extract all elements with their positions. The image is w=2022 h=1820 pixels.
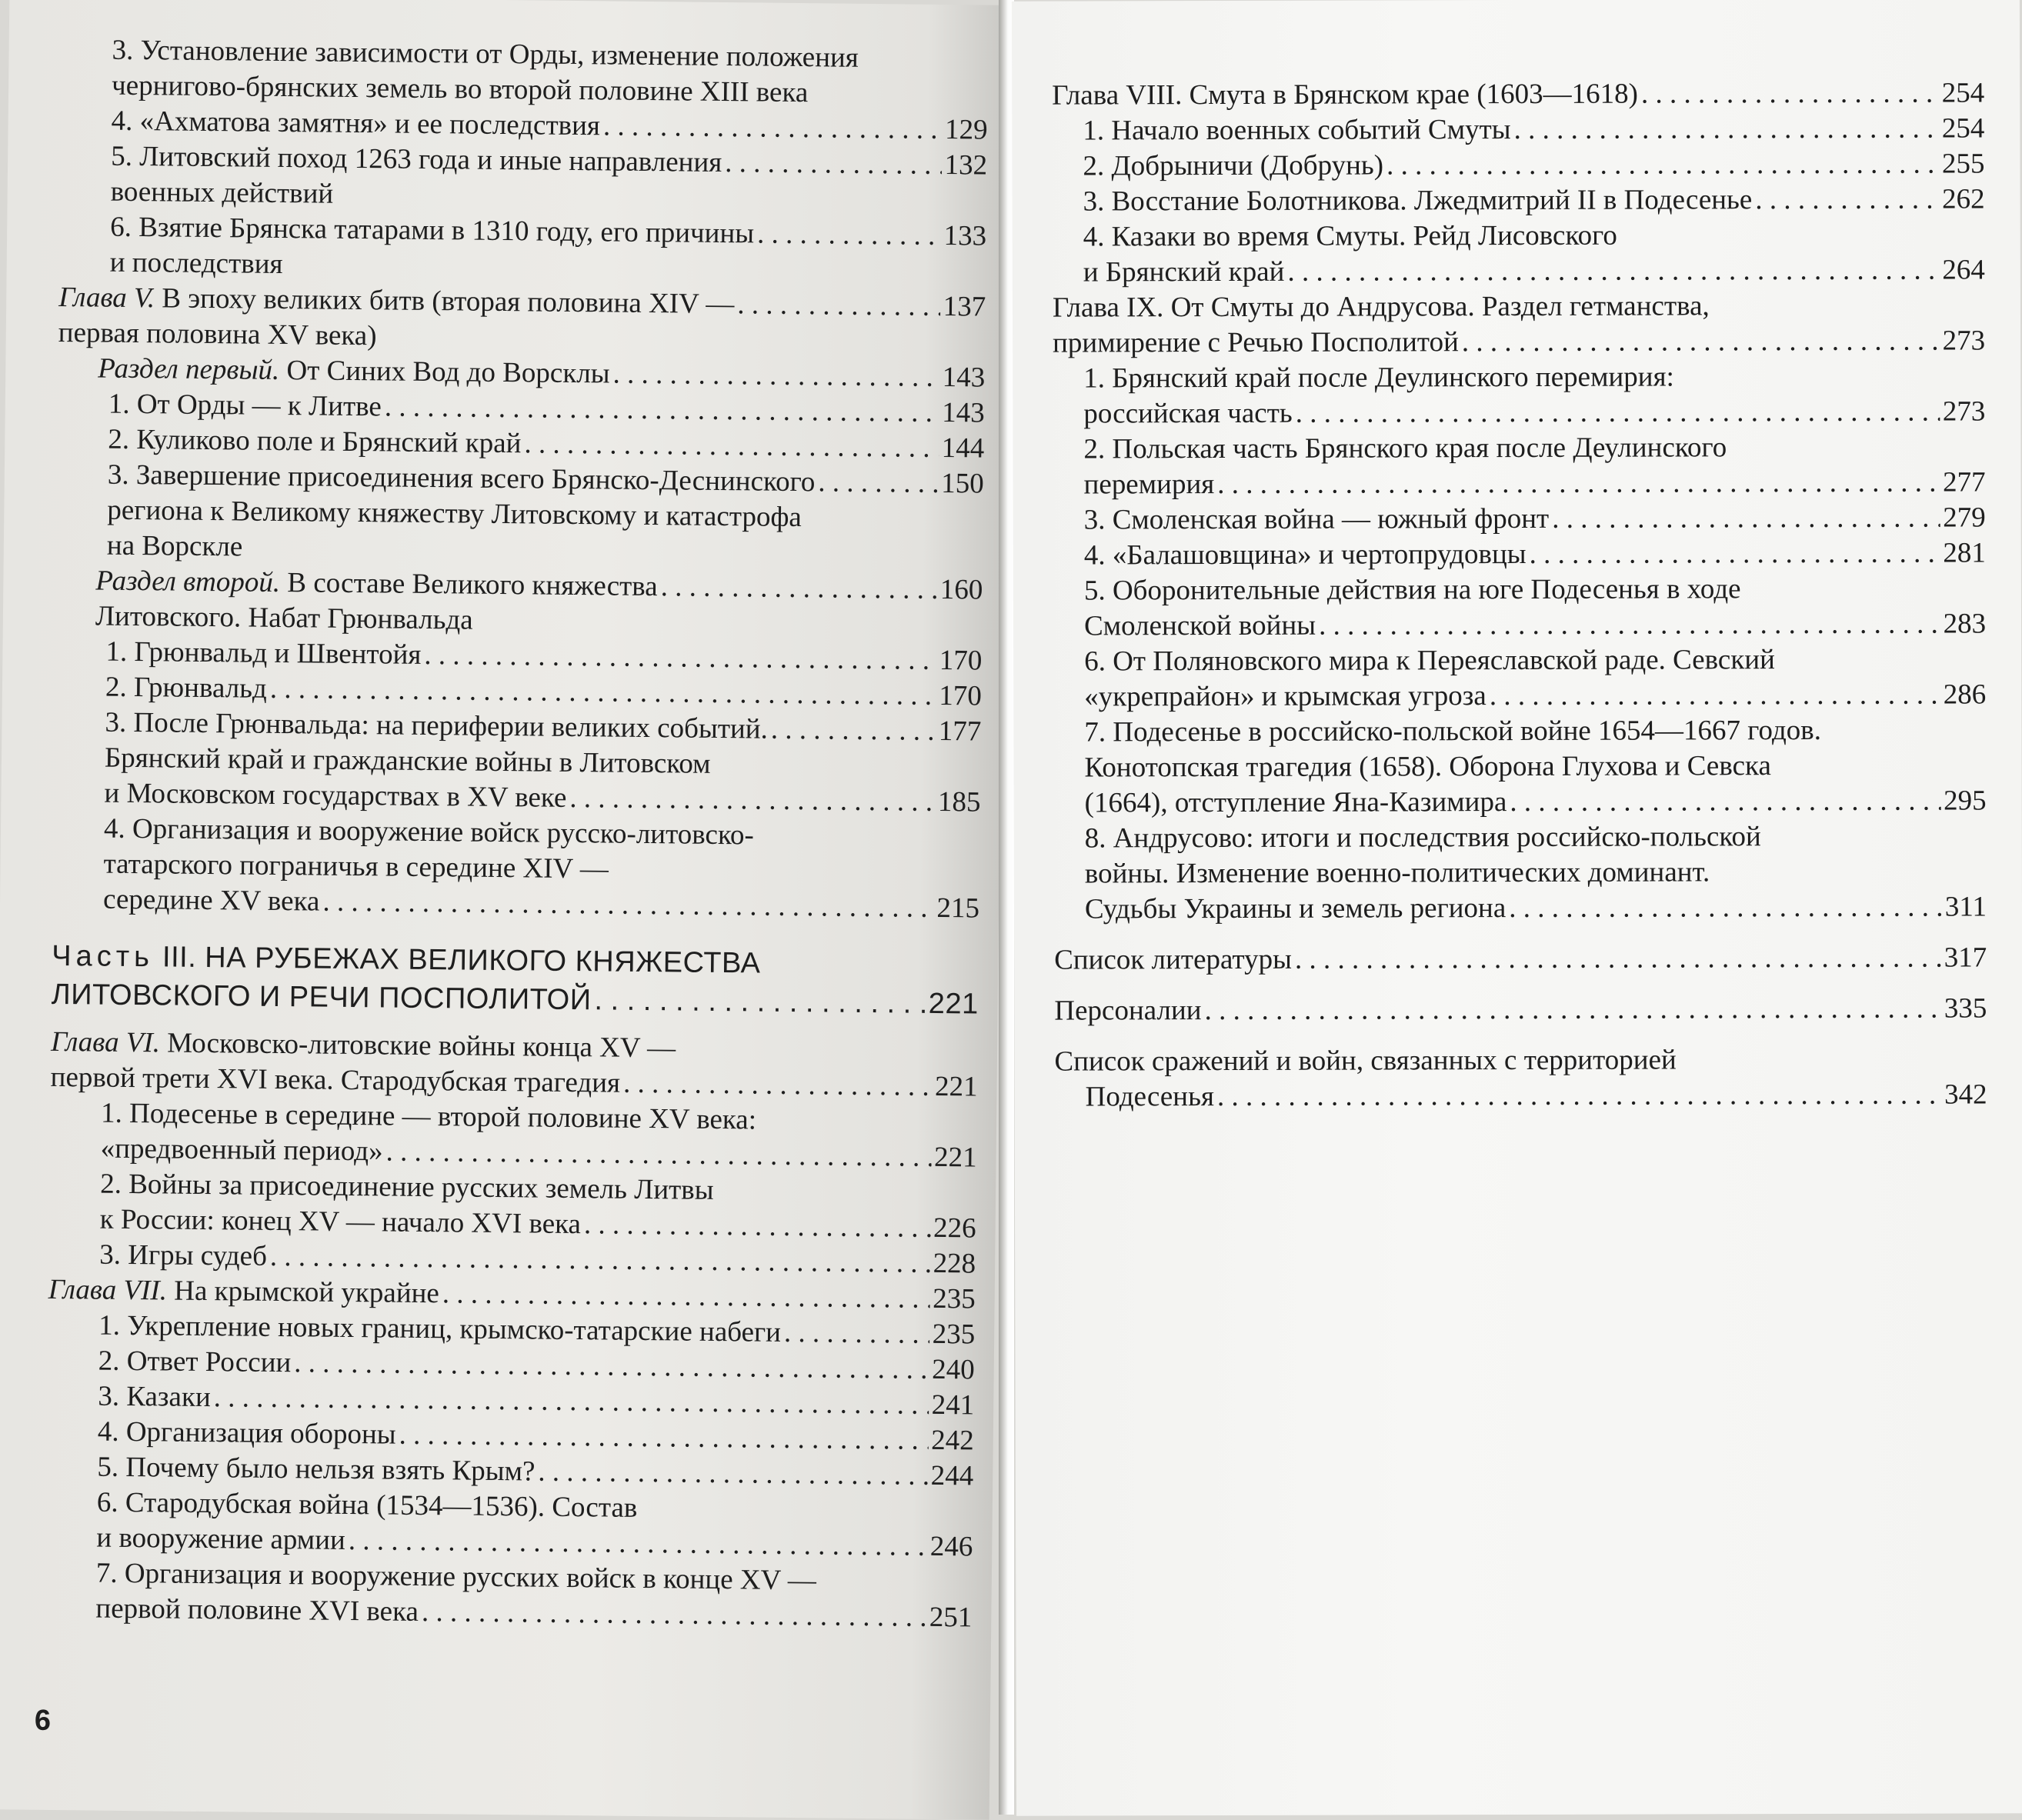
toc-page-number: 132 <box>944 149 988 182</box>
toc-entry[interactable] <box>58 280 986 361</box>
toc-entry-text: 3. Казаки <box>98 1380 211 1414</box>
toc-entry-text: середине XV века <box>102 883 320 918</box>
toc-page-number: 264 <box>1942 254 1985 286</box>
toc-leader-dots <box>569 781 935 820</box>
toc-entry-text: региона к Великому княжеству Литовскому и катастрофа <box>107 494 802 534</box>
toc-entry[interactable] <box>55 563 983 644</box>
toc-entry-text: Глава IX. От Смуты до Андрусова. Раздел гетманства, <box>1052 290 1710 324</box>
toc-entry-text: 1. Подесенье в середине — второй половине XV века: <box>100 1097 757 1136</box>
toc-leader-dots <box>1510 784 1940 820</box>
toc-page-number: 170 <box>939 679 983 712</box>
toc-entry-text: 7. Организация и вооружение русских войск в конце XV — <box>95 1557 817 1597</box>
toc-leader-dots <box>1552 501 1940 537</box>
toc-leader-dots <box>757 216 941 253</box>
toc-entry-text: и вооружение армии <box>96 1522 346 1556</box>
toc-entry[interactable] <box>1053 712 1986 821</box>
toc-leader-dots <box>1295 941 1941 978</box>
toc-entry-text: 4. Организация и вооружение войск русско-литовско- <box>103 812 755 852</box>
toc-entry-label: Глава V. <box>58 281 155 315</box>
toc-entry-text: Раздел второй. В составе Великого княжества <box>95 565 658 603</box>
toc-entry-text: 1. От Орды — к Литве <box>108 388 382 423</box>
toc-entry-text: татарского пограничья в середине XIV — <box>103 848 609 885</box>
toc-entry-text: Смоленской войны <box>1083 609 1316 642</box>
toc-leader-dots <box>612 357 939 395</box>
toc-leader-dots <box>538 1455 928 1494</box>
toc-entry-line <box>1085 854 1987 892</box>
toc-entry-text: Глава VIII. Смута в Брянском крае (1603—1618) <box>1052 78 1639 112</box>
toc-leader-dots <box>660 569 937 608</box>
toc-entry-text: 2. Войны за присоединение русских земель Литвы <box>99 1168 714 1206</box>
toc-entry-text: 8. Андрусово: итоги и последствия российско-польской <box>1084 821 1761 855</box>
toc-leader-dots <box>1490 678 1940 715</box>
toc-entry-line <box>1054 940 1987 978</box>
toc-page-number: 273 <box>1942 395 1986 428</box>
toc-page-number: 242 <box>931 1424 974 1457</box>
toc-page-number: 221 <box>928 987 979 1021</box>
toc-leader-dots <box>385 1134 931 1175</box>
toc-page-number: 150 <box>941 467 985 500</box>
toc-entry-line <box>1083 394 1985 432</box>
toc-entry-text: Брянский край и гражданские войны в Литовском <box>104 742 711 780</box>
toc-entry-text: «предвоенный период» <box>100 1132 383 1168</box>
toc-page-number: 143 <box>942 396 985 429</box>
toc-leader-dots <box>818 465 938 502</box>
toc-entry-text: ЛИТОВСКОГО И РЕЧИ ПОСПОЛИТОЙ <box>51 978 592 1017</box>
toc-leader-dots <box>442 1276 930 1317</box>
toc-entry-text: 3. После Грюнвальда: на периферии великих событий. <box>105 706 769 745</box>
toc-entry-text: войны. Изменение военно-политических доминант. <box>1084 856 1710 890</box>
toc-entry-label: Часть <box>52 939 155 974</box>
toc-entry-text: 6. Взятие Брянска татарами в 1310 году, его причины <box>110 211 755 250</box>
toc-leader-dots <box>1641 76 1939 112</box>
toc-entry-line <box>1083 217 1985 255</box>
toc-entry-text: к России: конец XV — начало XVI века <box>99 1203 582 1241</box>
toc-entry[interactable] <box>50 1025 978 1105</box>
toc-entry[interactable] <box>61 32 989 113</box>
toc-entry[interactable] <box>1053 535 1986 573</box>
toc-entry-text: Глава VI. Московско-литовские войны конца XV — <box>50 1025 676 1065</box>
toc-entry-text: и Московском государствах в XV веке <box>104 777 567 814</box>
toc-entry-text: военных действий <box>110 175 334 210</box>
toc-leader-dots <box>1462 324 1940 361</box>
toc-entry-text: чернигово-брянских земель во второй половине XIII века <box>111 69 809 109</box>
toc-page-number: 244 <box>930 1459 974 1492</box>
toc-leader-dots <box>422 1595 926 1635</box>
toc-entry-text: 4. Организация обороны <box>97 1415 396 1451</box>
toc-entry-label: Раздел первый. <box>98 352 280 386</box>
toc-entry-text: примирение с Речью Посполитой <box>1053 326 1459 359</box>
left-page <box>0 0 1008 1820</box>
toc-leader-dots <box>1319 607 1940 644</box>
toc-entry-label: Раздел второй. <box>95 565 281 598</box>
toc-entry-text: 4. «Балашовщина» и чертопрудовцы <box>1083 538 1527 572</box>
toc-leader-dots <box>1296 395 1940 432</box>
toc-entry-text: 3. Игры судеб <box>99 1238 268 1272</box>
toc-entry-label: Глава VIII. <box>1052 79 1183 112</box>
toc-entry[interactable] <box>52 811 980 927</box>
toc-entry-text: первой трети XVI века. Стародубская трагедия <box>50 1061 621 1099</box>
toc-leader-dots <box>322 885 934 926</box>
toc-entry[interactable] <box>1052 111 1984 148</box>
toc-entry-line <box>1054 991 1987 1028</box>
toc-entry[interactable] <box>56 457 984 573</box>
toc-leader-dots <box>1287 253 1939 290</box>
toc-leader-dots <box>623 1066 933 1105</box>
toc-page-number: 277 <box>1943 466 1986 498</box>
toc-leader-dots <box>603 108 943 148</box>
toc-entry-text: Раздел первый. От Синих Вод до Ворсклы <box>98 352 610 390</box>
toc-entry-line <box>1085 818 1987 856</box>
toc-leader-dots <box>725 145 942 183</box>
toc-entry-line <box>1083 429 1985 467</box>
toc-entry-text: 1. Грюнвальд и Швентойя <box>105 635 422 671</box>
toc-page-number: 241 <box>931 1388 975 1422</box>
toc-entry-label: Глава VII. <box>48 1273 168 1307</box>
right-page <box>1012 0 2022 1816</box>
toc-entry[interactable] <box>49 1095 977 1176</box>
toc-leader-dots <box>1217 465 1940 502</box>
toc-leader-dots <box>737 287 940 325</box>
toc-page-number: 143 <box>942 361 986 394</box>
toc-entry-line <box>1083 111 1984 148</box>
toc-leader-dots <box>524 426 939 466</box>
toc-entry-text: 2. Добрыничи (Добрунь) <box>1083 149 1384 182</box>
toc-entry[interactable] <box>59 138 987 219</box>
toc-entry-line <box>1084 748 1986 785</box>
toc-entry-text: Часть III. НА РУБЕЖАХ ВЕЛИКОГО КНЯЖЕСТВА <box>52 939 761 980</box>
toc-page-number: 221 <box>934 1070 978 1103</box>
toc-entry-text: перемирия <box>1083 468 1215 501</box>
toc-entry-text: 4. «Ахматова замятня» и ее последствия <box>111 105 601 142</box>
toc-page-number: 137 <box>943 290 986 323</box>
toc-page-number: 226 <box>933 1212 976 1245</box>
toc-page-number: 279 <box>1943 502 1986 534</box>
toc-entry-line <box>1055 1077 1987 1115</box>
toc-entry-text: 2. Грюнвальд <box>105 671 268 705</box>
toc-entry[interactable] <box>52 937 979 1024</box>
toc-entry-line <box>1085 889 1987 927</box>
toc-page-number: 255 <box>1941 148 1985 180</box>
toc-entry-text: 3. Смоленская война — южный фронт <box>1083 502 1550 536</box>
toc-entry-text: Литовского. Набат Грюнвальда <box>95 600 473 636</box>
toc-entry[interactable] <box>1053 429 1985 502</box>
toc-entry[interactable] <box>1054 818 1987 927</box>
toc-leader-dots <box>1386 147 1939 184</box>
toc-leader-dots <box>1530 536 1940 572</box>
toc-page-number: 144 <box>941 432 985 465</box>
toc-entry-text: 3. Установление зависимости от Орды, изменение положения <box>112 34 859 74</box>
toc-entry[interactable] <box>59 209 987 290</box>
toc-page-number: 254 <box>1941 77 1985 109</box>
toc-leader-dots <box>1514 112 1939 148</box>
toc-entry-text: 7. Подесенье в российско-польской войне 1654—1667 годов. <box>1084 714 1822 748</box>
toc-entry-text: 2. Куликово поле и Брянский край <box>108 423 522 460</box>
toc-entry[interactable] <box>1052 146 1984 184</box>
toc-page-number: 251 <box>929 1601 973 1634</box>
toc-entry-text: Список сражений и войн, связанных с территорией <box>1054 1044 1677 1078</box>
toc-entry[interactable] <box>1054 991 1987 1028</box>
toc-page-number: 317 <box>1944 942 1987 974</box>
toc-entry-line <box>1084 677 1986 715</box>
toc-page-number: 262 <box>1942 183 1985 215</box>
toc-entry-label: Глава VI. <box>50 1025 161 1059</box>
toc-leader-dots <box>385 389 939 431</box>
toc-entry[interactable] <box>45 1555 973 1636</box>
toc-entry-line <box>1083 358 1985 396</box>
toc-page-number: 311 <box>1944 891 1987 923</box>
toc-leader-dots <box>584 1207 931 1246</box>
toc-page-number: 281 <box>1943 537 1986 569</box>
toc-page-number: 254 <box>1941 112 1985 145</box>
toc-entry[interactable] <box>1052 75 1984 113</box>
toc-entry-text: 1. Начало военных событий Смуты <box>1083 114 1511 147</box>
toc-entry-text: на Ворскле <box>106 529 243 563</box>
toc-entry[interactable] <box>1053 642 1986 715</box>
toc-page-number: 246 <box>929 1530 973 1563</box>
toc-page-number: 335 <box>1944 992 1987 1025</box>
toc-entry-text: 6. Стародубская война (1534—1536). Состав <box>96 1486 638 1524</box>
toc-entry-line <box>1084 535 1986 573</box>
toc-entry-line <box>1083 252 1985 290</box>
toc-entry-text: Список литературы <box>1054 943 1293 976</box>
toc-page-number: 228 <box>933 1247 976 1280</box>
toc-page-number: 283 <box>1943 608 1987 640</box>
toc-entry-line <box>1085 783 1987 821</box>
toc-entry-line <box>1054 1042 1987 1079</box>
toc-entry-text: 1. Укрепление новых границ, крымско-татарские набеги <box>98 1309 782 1348</box>
toc-page-number: 160 <box>939 573 983 606</box>
toc-entry[interactable] <box>1053 358 1985 432</box>
toc-entry-text: Глава V. В эпоху великих битв (вторая половина XIV — <box>58 281 735 321</box>
toc-entry[interactable] <box>53 705 981 821</box>
toc-entry-text: (1664), отступление Яна-Казимира <box>1084 786 1507 819</box>
toc-page-number: 273 <box>1942 325 1986 357</box>
toc-entry-text: 4. Казаки во время Смуты. Рейд Лисовского <box>1083 219 1617 253</box>
toc-page-number: 235 <box>932 1282 976 1315</box>
toc-leader-dots <box>1755 182 1939 218</box>
toc-page-number: 286 <box>1943 678 1987 711</box>
toc-entry-text: 5. Оборонительные действия на юге Подесенья в ходе <box>1083 573 1741 607</box>
toc-leader-dots <box>1204 992 1940 1029</box>
toc-entry-text: 3. Завершение присоединения всего Брянско-Деснинского <box>107 458 816 498</box>
toc-entry-text: и Брянский край <box>1083 255 1285 288</box>
toc-entry-line <box>1084 606 1986 644</box>
toc-entry-line <box>1084 500 1986 538</box>
toc-entry-text: Подесенья <box>1085 1081 1215 1113</box>
toc-entry[interactable] <box>1053 571 1986 644</box>
toc-entry-text: 1. Брянский край после Деулинского перемирия: <box>1083 361 1674 395</box>
toc-page-number: 235 <box>932 1318 976 1351</box>
toc-leader-dots <box>771 712 936 749</box>
toc-entry[interactable] <box>48 1166 976 1247</box>
toc-leader-dots <box>594 981 926 1023</box>
toc-entry-text: Глава VII. На крымской украйне <box>48 1273 440 1310</box>
toc-entry-line <box>1083 182 1985 219</box>
toc-entry-text: Конотопская трагедия (1658). Оборона Глухова и Севска <box>1084 750 1771 784</box>
toc-page-number: 185 <box>937 785 981 818</box>
toc-page-number: 215 <box>936 892 980 925</box>
toc-entry-text: 3. Восстание Болотникова. Лжедмитрий II в Подесенье <box>1083 184 1753 218</box>
toc-leader-dots <box>399 1418 928 1458</box>
toc-entry[interactable] <box>1053 500 1986 538</box>
right-table-of-contents <box>1052 75 1987 1115</box>
toc-entry[interactable] <box>1054 940 1987 978</box>
toc-entry-text: Судьбы Украины и земель региона <box>1084 892 1506 925</box>
toc-entry-text: российская часть <box>1083 397 1293 430</box>
toc-entry-text: Персоналии <box>1054 995 1202 1027</box>
toc-entry[interactable] <box>1053 217 1985 290</box>
toc-entry[interactable] <box>1054 1042 1987 1115</box>
toc-entry[interactable] <box>1053 288 1985 361</box>
toc-entry-text: «укрепрайон» и крымская угроза <box>1084 680 1486 713</box>
toc-entry-text: 2. Ответ России <box>98 1345 292 1379</box>
toc-entry-line <box>1052 75 1984 113</box>
toc-page-number: 342 <box>1944 1078 1987 1111</box>
toc-entry-line <box>1084 571 1986 608</box>
toc-entry-line <box>1084 712 1986 750</box>
toc-entry-line <box>1053 288 1985 325</box>
toc-entry[interactable] <box>1053 182 1985 219</box>
toc-entry-text: 5. Литовский поход 1263 года и иные направления <box>110 140 722 178</box>
toc-leader-dots <box>1509 890 1942 926</box>
toc-entry-text: 6. От Поляновского мира к Переяславской раде. Севский <box>1084 644 1775 678</box>
toc-page-number: 133 <box>943 220 987 252</box>
toc-page-number: 240 <box>932 1353 975 1386</box>
toc-page-number: 295 <box>1944 785 1987 817</box>
toc-leader-dots <box>349 1523 927 1565</box>
toc-entry-line <box>1053 323 1985 361</box>
toc-entry-line <box>1084 465 1986 502</box>
toc-entry-text: и последствия <box>109 246 283 281</box>
toc-entry-text: первой половине XVI века <box>95 1592 419 1628</box>
toc-entry-text: 2. Польская часть Брянского края после Деулинского <box>1083 432 1727 465</box>
toc-page-number: 129 <box>944 114 988 146</box>
toc-entry-text: 5. Почему было нельзя взять Крым? <box>97 1451 536 1488</box>
toc-page-number: 170 <box>939 644 983 677</box>
toc-entry-label: Глава IX. <box>1052 292 1164 324</box>
toc-leader-dots <box>784 1315 929 1352</box>
toc-entry-text: первая половина XV века) <box>58 316 377 352</box>
left-table-of-contents <box>45 32 989 1636</box>
toc-page-number: 177 <box>938 715 982 748</box>
page-number-left: 6 <box>34 1704 52 1737</box>
toc-leader-dots <box>1217 1078 1941 1115</box>
toc-page-number: 221 <box>933 1141 977 1174</box>
toc-entry-line <box>1084 642 1986 679</box>
toc-leader-dots <box>424 638 936 678</box>
toc-entry-line <box>1083 146 1984 184</box>
toc-entry[interactable] <box>45 1485 973 1565</box>
